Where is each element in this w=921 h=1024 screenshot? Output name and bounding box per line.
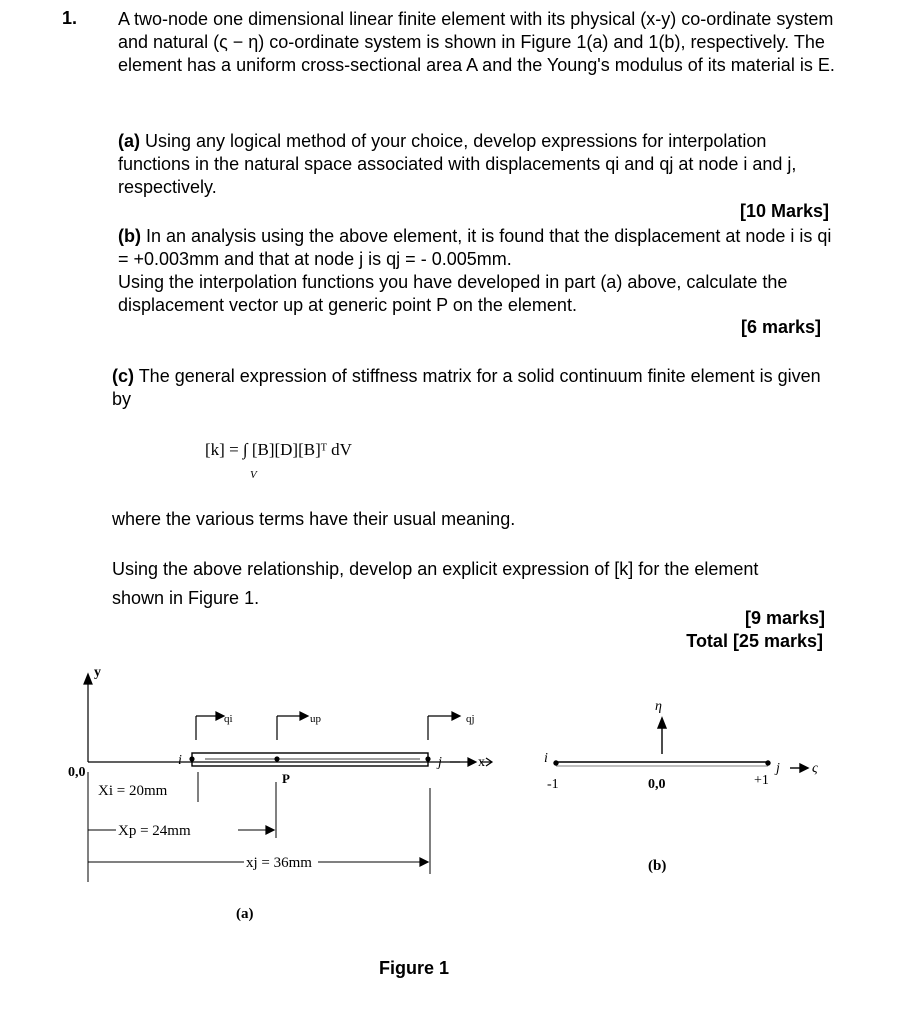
point-p-marker <box>275 757 279 761</box>
dim-xj-label: xj = 36mm <box>246 855 312 871</box>
zeta-arrow-icon <box>800 764 808 772</box>
part-c-label: (c) <box>112 366 134 386</box>
qi-label: qi <box>224 713 233 725</box>
equation-subscript: V <box>250 469 257 481</box>
part-b-text-1: In an analysis using the above element, it is found that the displacement at node i is qi = +0.003mm and that at node j is qj = - 0.005mm. <box>118 226 832 269</box>
node-i-point <box>190 757 194 761</box>
stiffness-equation: [k] = ∫ [B][D][B]ᵀ dV <box>205 440 352 459</box>
zeta-label: ς <box>812 761 818 776</box>
element-bar <box>192 753 428 766</box>
part-c-text: The general expression of stiffness matrix for a solid continuum finite element is given by <box>112 366 821 409</box>
part-b-text-2: Using the interpolation functions you have developed in part (a) above, calculate the displacement vector up at generic point P on the element. <box>118 272 788 315</box>
point-p-label: P <box>282 771 290 786</box>
x-axis-label: x <box>478 755 485 770</box>
up-label: up <box>310 713 321 725</box>
qi-arrow-icon <box>216 712 224 720</box>
part-b-marks: [6 marks] <box>740 317 821 337</box>
node-i-label: i <box>178 753 182 768</box>
left-value-label: -1 <box>547 777 559 792</box>
origin-label: 0,0 <box>68 765 86 780</box>
where-text: where the various terms have their usual meaning. <box>112 509 516 529</box>
question-number: 1. <box>62 8 78 28</box>
qj-arrow-icon <box>452 712 460 720</box>
panel-a-label: (a) <box>236 906 254 922</box>
figure-1-diagram <box>0 650 921 950</box>
node-j-point <box>426 757 430 761</box>
panel-b-label: (b) <box>648 858 667 874</box>
dim-xj-arrow-icon <box>420 858 428 866</box>
eta-arrow-icon <box>658 718 666 728</box>
eta-label: η <box>655 699 662 714</box>
question-intro: A two-node one dimensional linear finite element with its physical (x-y) co-ordinate system and natural (ς − η) co-ordinate system is shown in Figure 1(a) and 1(b), respectively. The element has a uniform cross-sectional area A and the Young's modulus of its material is E. <box>118 9 835 75</box>
up-arrow-icon <box>300 712 308 720</box>
natural-origin-label: 0,0 <box>648 777 666 792</box>
part-c-marks: [9 marks] <box>744 608 825 628</box>
node-j-label: j <box>438 755 442 770</box>
node-i-natural-label: i <box>544 751 548 766</box>
figure-caption: Figure 1 <box>379 958 450 978</box>
node-j-natural-point <box>766 761 770 765</box>
total-marks: Total [25 marks] <box>686 631 823 651</box>
panel-b <box>554 718 808 772</box>
part-b <box>118 225 834 317</box>
right-value-label: +1 <box>754 773 769 788</box>
part-a-text: Using any logical method of your choice, develop expressions for interpolation functions in the natural space associated with displacements qi and qj at node i and j, respectively. <box>118 131 797 197</box>
part-a-label: (a) <box>118 131 140 151</box>
y-axis-arrow-icon <box>84 674 92 684</box>
dim-xp-arrow-icon <box>266 826 274 834</box>
node-i-natural-point <box>554 761 558 765</box>
qj-label: qj <box>466 713 475 725</box>
dim-xp-label: Xp = 24mm <box>118 823 191 839</box>
part-c <box>112 365 828 411</box>
part-a-marks: [10 Marks] <box>739 201 829 221</box>
dim-xi-label: Xi = 20mm <box>98 783 168 799</box>
using-text: Using the above relationship, develop an explicit expression of [k] for the element shown in Figure 1. <box>112 559 759 608</box>
part-a <box>118 130 834 199</box>
j-x-arrow-icon <box>468 758 476 766</box>
part-b-label: (b) <box>118 226 141 246</box>
y-axis-label: y <box>94 665 101 680</box>
node-j-natural-label: j <box>776 761 780 776</box>
